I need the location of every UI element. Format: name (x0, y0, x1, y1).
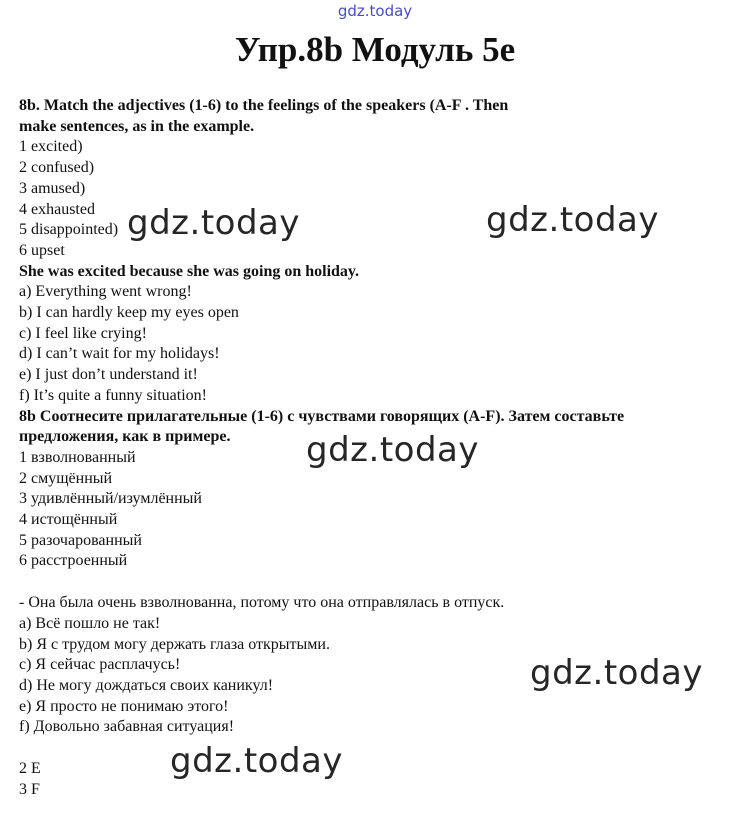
english-adjective-2: 2 confused) (19, 159, 95, 177)
russian-adjective-4: 4 истощённый (19, 511, 118, 529)
russian-feeling-a: a) Всё пошло не так! (19, 614, 161, 632)
russian-adjective-6: 6 расстроенный (19, 552, 128, 570)
watermark: gdz.today (486, 200, 659, 240)
russian-feeling-e: e) Я просто не понимаю этого! (19, 697, 229, 715)
russian-adjective-5: 5 разочарованный (19, 531, 142, 549)
english-feeling-b: b) I can hardly keep my eyes open (19, 304, 239, 322)
answer-line-2: 3 F (19, 780, 40, 798)
english-instruction-line2: make sentences, as in the example. (19, 117, 255, 135)
page-title: Упр.8b Модуль 5e (234, 30, 516, 69)
russian-adjective-1: 1 взволнованный (19, 448, 136, 466)
russian-example: - Она была очень взволнованна, потому что она отправлялась в отпуск. (19, 594, 505, 612)
english-adjective-6: 6 upset (19, 241, 65, 259)
watermark: gdz.today (530, 653, 703, 693)
russian-instruction-line2: предложения, как в примере. (19, 428, 231, 446)
russian-adjective-2: 2 смущённый (19, 469, 113, 487)
english-feeling-d: d) I can’t wait for my holidays! (19, 345, 220, 363)
russian-adjective-3: 3 удивлённый/изумлённый (19, 490, 202, 508)
english-feeling-a: a) Everything went wrong! (19, 283, 192, 301)
english-adjective-4: 4 exhausted (19, 200, 95, 218)
russian-instruction-line1: 8b Соотнесите прилагательные (1-6) с чувствами говорящих (A-F). Затем составьте (19, 407, 625, 425)
russian-feeling-b: b) Я с трудом могу держать глаза открытыми. (19, 635, 330, 653)
english-feeling-c: c) I feel like crying! (19, 324, 147, 342)
answer-line-1: 2 E (19, 760, 41, 778)
watermark: gdz.today (127, 203, 300, 243)
watermark: gdz.today (170, 741, 343, 781)
english-feeling-e: e) I just don’t understand it! (19, 366, 198, 384)
watermark: gdz.today (306, 430, 479, 470)
russian-feeling-d: d) Не могу дождаться своих каникул! (19, 676, 274, 694)
spacer (19, 738, 739, 759)
russian-feeling-c: c) Я сейчас расплачусь! (19, 656, 181, 674)
russian-feeling-f: f) Довольно забавная ситуация! (19, 718, 235, 736)
english-example: She was excited because she was going on holiday. (19, 262, 360, 280)
spacer (19, 572, 739, 593)
english-adjective-1: 1 excited) (19, 138, 83, 156)
english-instruction-line1: 8b. Match the adjectives (1-6) to the feelings of the speakers (A-F . Then (19, 97, 509, 114)
english-adjective-3: 3 amused) (19, 179, 86, 197)
english-adjective-5: 5 disappointed) (19, 221, 119, 239)
english-feeling-f: f) It’s quite a funny situation! (19, 386, 207, 404)
top-watermark: gdz.today (337, 2, 413, 20)
